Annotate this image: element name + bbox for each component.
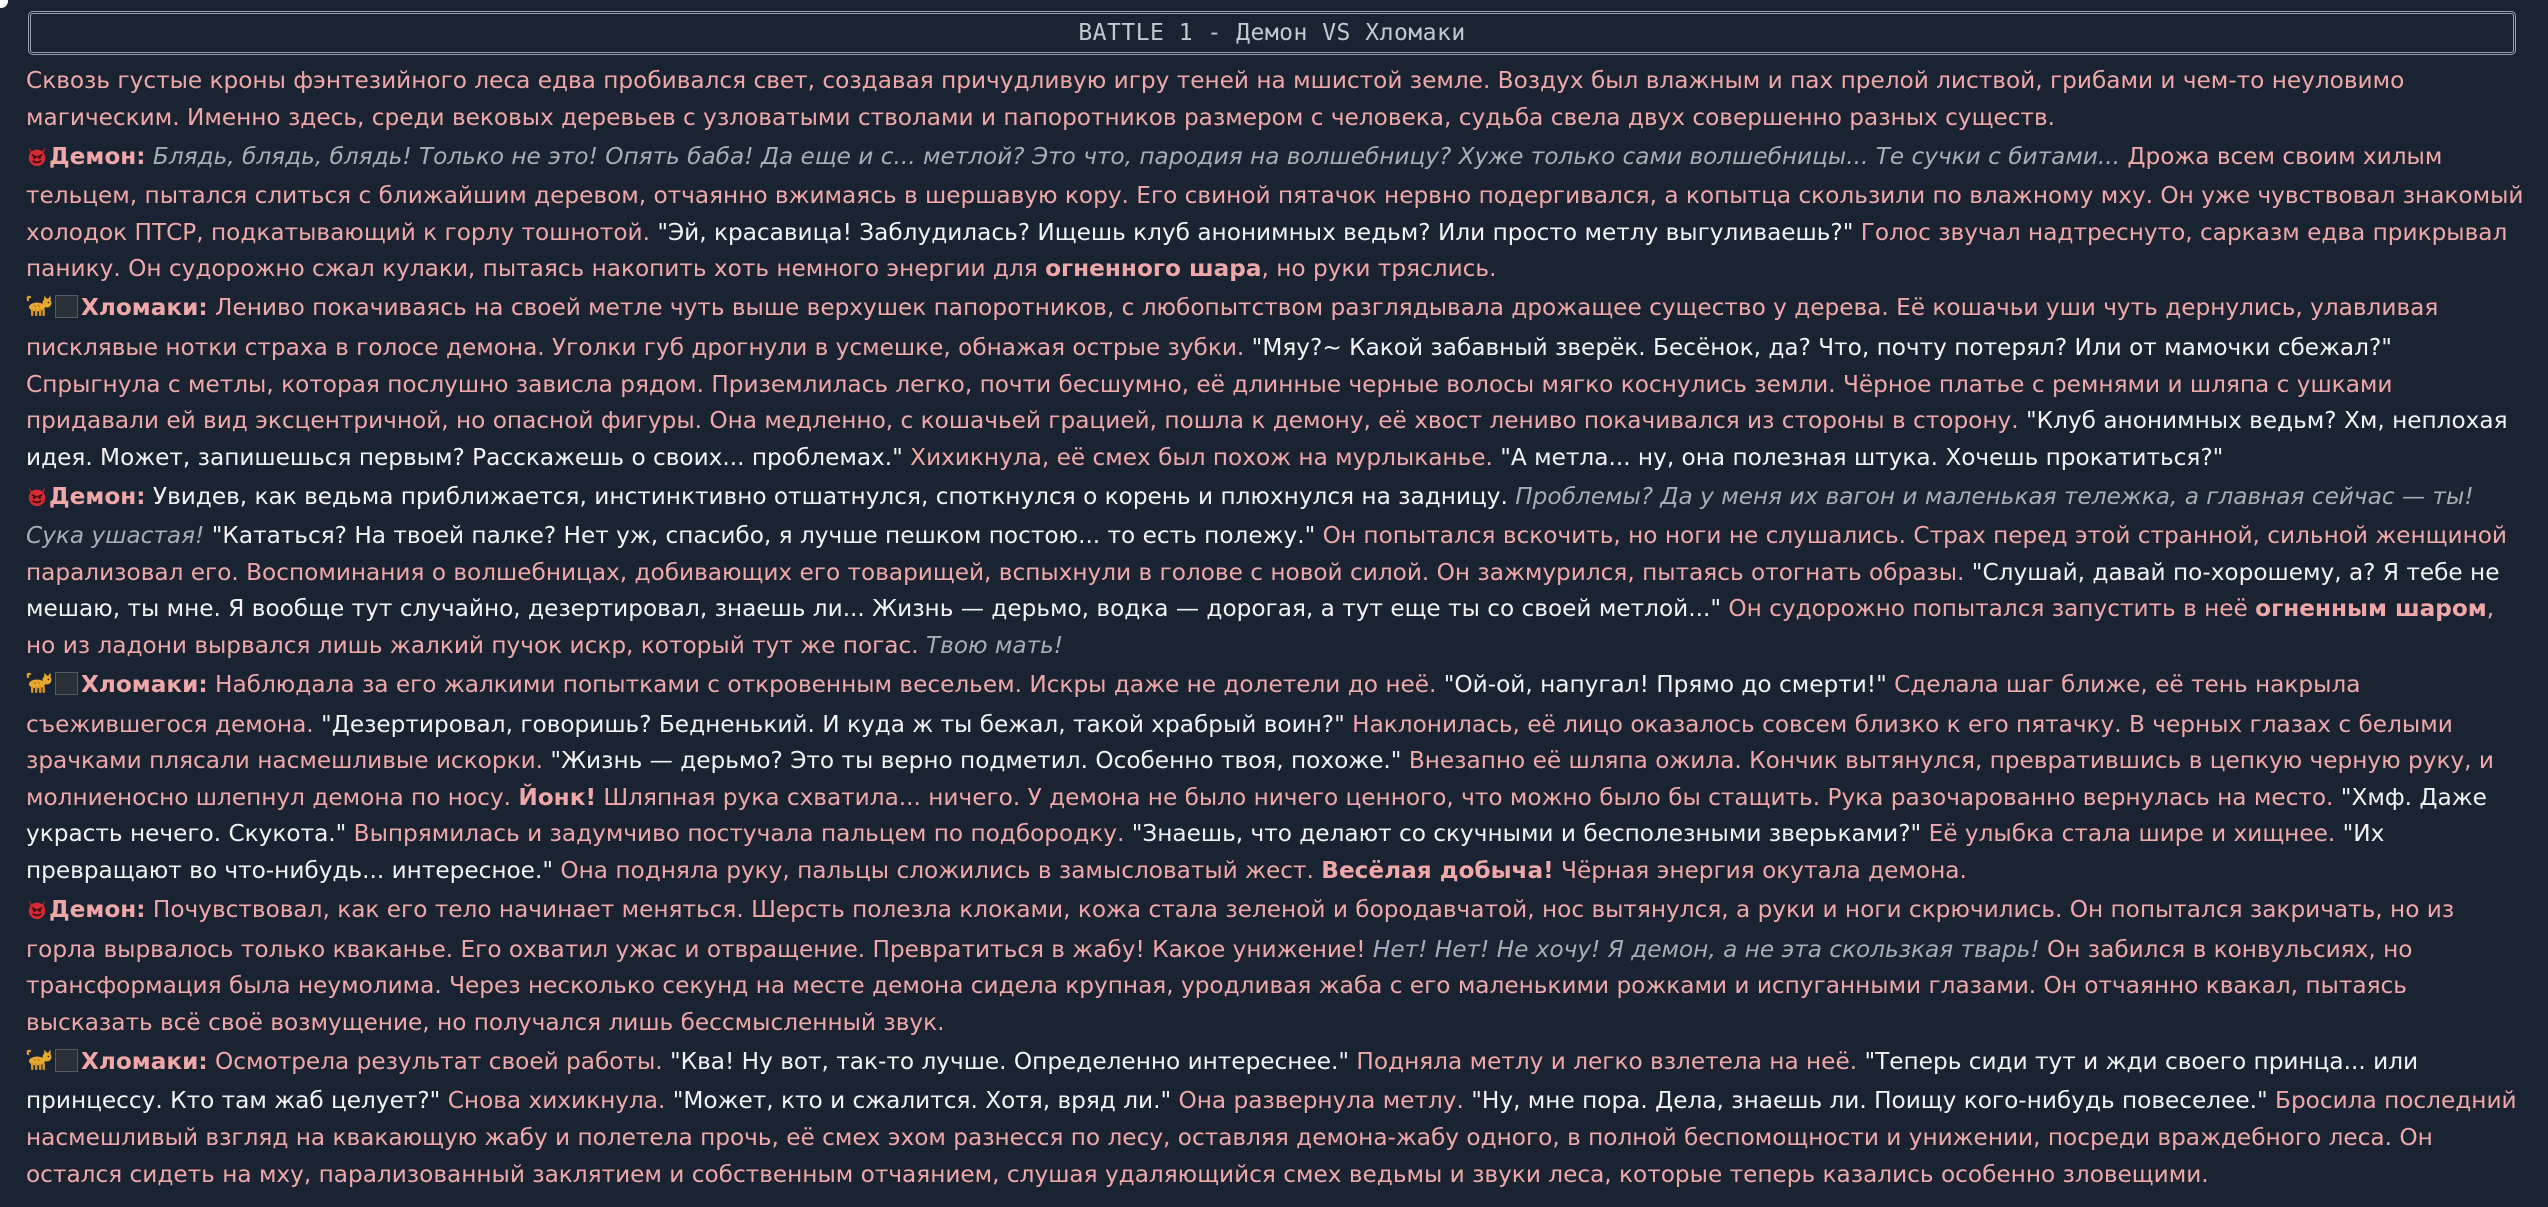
cat-icon: [26, 670, 55, 707]
narration-text: Внезапно её шляпа ожила. Кончик вытянулся, превратившись в цепкую черную руку, и молниеносно шлепнул демона по носу.: [26, 747, 2494, 811]
narration-text: , но руки тряслись.: [1261, 255, 1497, 283]
narration-text: Сделала шаг ближе, её тень накрыла съежившегося демона.: [26, 671, 2361, 738]
story-turn-demon: [26, 479, 2526, 665]
narration-text: Он судорожно попытался запустить в неё: [1721, 595, 2256, 623]
narration-text: Наклонилась, её лицо оказалось совсем близко к его пятачку. В черных глазах с белыми зрачками плясали насмешливые искорки.: [26, 710, 2453, 775]
narration-text: Он попытался вскочить, но ноги не слушались. Страх перед этой странной, сильной женщиной парализовал его. Воспоминания о волшебницах, добивающих его товарищей, вспыхнули в голове с новой силой. Он зажмурился, пытаясь отогнать образы.: [26, 522, 2507, 586]
dialogue-text: Увидев, как ведьма приближается, инстинктивно отшатнулся, споткнулся о корень и плюхнулся на задницу.: [145, 482, 1508, 510]
speaker-name: Хломаки:: [81, 1047, 208, 1075]
dialogue-text: "А метла... ну, она полезная штука. Хочешь прокатиться?": [1492, 443, 2224, 471]
story-turn-demon: [26, 139, 2526, 288]
dialogue-text: "Жизнь — дерьмо? Это ты верно подметил. Особенно твоя, похоже.": [543, 747, 1402, 775]
dialogue-text: "Клуб анонимных ведьм? Хм, неплохая идея. Может, запишешься первым? Расскажешь о своих... проблемах.": [26, 407, 2508, 471]
dialogue-text: "Мяу?~ Какой забавный зверёк. Бесёнок, да? Что, почту потерял? Или от мамочки сбежал?": [1244, 333, 2392, 361]
dialogue-text: "Ну, мне пора. Дела, знаешь ли. Поищу кого-нибудь повеселее.": [1463, 1087, 2268, 1115]
narration-text: Чёрная энергия окутала демона.: [1553, 857, 1967, 885]
dialogue-text: "Ква! Ну вот, так-то лучше. Определенно интереснее.": [662, 1047, 1350, 1075]
narration-text: Наблюдала за его жалкими попытками с откровенным весельем. Искры даже не долетели до неё.: [207, 671, 1437, 699]
narration-text: Сквозь густые кроны фэнтезийного леса едва пробивался свет, создавая причудливую игру теней на мшистой земле. Воздух был влажным и пах прелой листвой, грибами и чем-то неуловимо магическим. Именно здесь, среди вековых деревьев с узловатыми стволами и папоротников размером с человека, судьба свела двух совершенно разных существ.: [26, 67, 2405, 131]
story-turn-witch: [26, 1044, 2526, 1193]
dialogue-text: "Хмф. Даже украсть нечего. Скукота.": [26, 783, 2487, 848]
cat-icon: [26, 1047, 55, 1084]
dialogue-text: "Слушай, давай по-хорошему, а? Я тебе не мешаю, ты мне. Я вообще тут случайно, дезертировал, знаешь ли... Жизнь — дерьмо, водка — дорогая, а тут еще ты со своей метлой...": [26, 558, 2500, 623]
narration-text: Лениво покачиваясь на своей метле чуть выше верхушек папоротников, с любопытством разглядывала дрожащее существо у дерева. Её кошачьи уши чуть дернулись, улавливая писклявые нотки страха в голосе демона. Уголки губ дрогнули в усмешке, обнажая острые зубки.: [26, 294, 2439, 361]
narration-text: Бросила последний насмешливый взгляд на квакающую жабу и полетела прочь, её смех эхом разнесся по лесу, оставляя демона-жабу одного, в полной беспомощности и унижении, посреди враждебного леса. Он остался сидеть на мху, парализованный заклятием и собственным отчаянием, слушая удаляющийся смех ведьмы и звуки леса, которые теперь казались особенно зловещими.: [26, 1087, 2517, 1188]
dialogue-text: "Дезертировал, говоришь? Бедненький. И куда ж ты бежал, такой храбрый воин?": [313, 710, 1345, 738]
story-turn-witch: [26, 290, 2526, 476]
speaker-name: Демон:: [49, 896, 146, 924]
ability-name: Весёлая добыча!: [1321, 857, 1554, 885]
dialogue-text: "Эй, красавица! Заблудилась? Ищешь клуб анонимных ведьм? Или просто метлу выгуливаешь?": [649, 218, 1854, 246]
narration-text: Шляпная рука схватила... ничего. У демона не было ничего ценного, что можно было бы стащить. Рука разочарованно вернулась на место.: [596, 783, 2334, 811]
narration-text: Она подняла руку, пальцы сложились в замысловатый жест.: [552, 857, 1322, 885]
story-turn-demon: [26, 892, 2526, 1041]
black-square-icon: [55, 295, 78, 318]
dialogue-text: "Может, кто и сжалится. Хотя, вряд ли.": [665, 1087, 1172, 1115]
devil-face-icon: [26, 142, 49, 179]
inner-thought-text: Проблемы? Да у меня их вагон и маленькая тележка, а главная сейчас — ты! Сука ушастая!: [26, 482, 2474, 550]
inner-thought-text: Нет! Нет! Не хочу! Я демон, а не эта скользкая тварь!: [1365, 935, 2040, 963]
narration-text: Осмотрела результат своей работы.: [207, 1047, 663, 1075]
speaker-name: Хломаки:: [81, 671, 208, 699]
narration-text: Он забился в конвульсиях, но трансформация была неумолима. Через несколько секунд на месте демона сидела крупная, уродливая жаба с его маленькими рожками и испуганными глазами. Он отчаянно квакал, пытаясь высказать всё своё возмущение, но получался лишь бессмысленный звук.: [26, 935, 2413, 1036]
speaker-name: Хломаки:: [81, 294, 208, 322]
ability-name: Йонк!: [518, 783, 597, 811]
battle-title-bar: [28, 11, 2516, 55]
speaker-name: Демон:: [49, 142, 146, 170]
narration-text: Она развернула метлу.: [1171, 1087, 1464, 1115]
story-intro: [26, 63, 2526, 136]
ability-name: огненным шаром: [2255, 595, 2487, 623]
dialogue-text: "Их превращают во что-нибудь... интересное.": [26, 820, 2385, 885]
black-square-icon: [55, 672, 78, 695]
dialogue-text: "Теперь сиди тут и жди своего принца... или принцессу. Кто там жаб целует?": [26, 1047, 2419, 1115]
black-square-icon: [55, 1049, 78, 1072]
dialogue-text: "Знаешь, что делают со скучными и бесполезными зверьками?": [1124, 820, 1922, 848]
narration-text: Выпрямилась и задумчиво постучала пальцем по подбородку.: [346, 820, 1125, 848]
narration-text: Подняла метлу и легко взлетела на неё.: [1349, 1047, 1858, 1075]
narration-text: Её улыбка стала шире и хищнее.: [1921, 820, 2336, 848]
narration-text: Дрожа всем своим хилым тельцем, пытался слиться с ближайшим деревом, отчаянно вжимаясь в шершавую кору. Его свиной пятачок нервно подергивался, а копытца скользили по влажному мху. Он уже чувствовал знакомый холодок ПТСР, подкатывающий к горлу тошнотой.: [26, 142, 2524, 246]
speaker-name: Демон:: [49, 482, 146, 510]
devil-face-icon: [26, 895, 49, 932]
narration-text: Спрыгнула с метлы, которая послушно зависла рядом. Приземлилась легко, почти бесшумно, её длинные черные волосы мягко коснулись земли. Чёрное платье с ремнями и шляпа с ушками придавали ей вид эксцентричной, но опасной фигуры. Она медленно, с кошачьей грацией, пошла к демону, её хвост лениво покачивался из стороны в сторону.: [26, 370, 2393, 435]
story-turn-witch: [26, 667, 2526, 890]
inner-thought-text: Твою мать!: [918, 632, 1064, 660]
narration-text: , но из ладони вырвался лишь жалкий пучок искр, который тут же погас.: [26, 595, 2495, 660]
ability-name: огненного шара: [1045, 255, 1262, 283]
battle-title: BATTLE 1 - Демон VS Хломаки: [1078, 20, 1466, 46]
narration-text: Почувствовал, как его тело начинает меняться. Шерсть полезла клоками, кожа стала зеленой и бородавчатой, нос вытянулся, а руки и ноги скрючились. Он попытался закричать, но из горла вырвалось только кваканье. Его охватил ужас и отвращение. Превратиться в жабу! Какое унижение!: [26, 896, 2455, 963]
story-log: [26, 63, 2526, 1196]
devil-face-icon: [26, 482, 49, 519]
dialogue-text: "Кататься? На твоей палке? Нет уж, спасибо, я лучше пешком постою... то есть полежу.": [204, 522, 1316, 550]
cat-icon: [26, 293, 55, 330]
corner-marker: [0, 0, 8, 8]
narration-text: Снова хихикнула.: [440, 1087, 666, 1115]
narration-text: Хихикнула, её смех был похож на мурлыканье.: [902, 443, 1493, 471]
narration-text: Голос звучал надтреснуто, сарказм едва прикрывал панику. Он судорожно сжал кулаки, пытаясь накопить хоть немного энергии для: [26, 218, 2508, 283]
inner-thought-text: Блядь, блядь, блядь! Только не это! Опять баба! Да еще и с... метлой? Это что, пародия на волшебницу? Хуже только сами волшебницы... Те сучки с битами...: [145, 142, 2120, 170]
dialogue-text: "Ой-ой, напугал! Прямо до смерти!": [1436, 671, 1887, 699]
